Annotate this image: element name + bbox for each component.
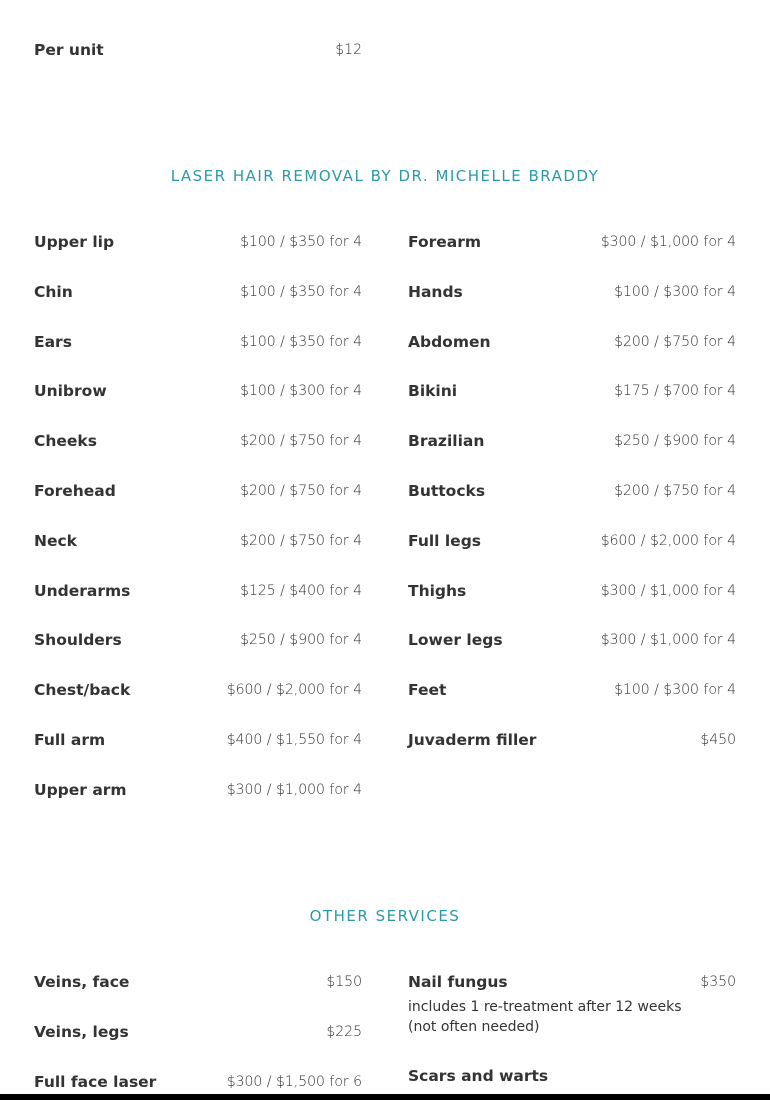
service-price: $600 / $2,000 for 4 (600, 532, 736, 549)
service-name: Cheeks (34, 432, 97, 451)
service-price: $300 / $1,000 for 4 (600, 582, 736, 599)
price-row (408, 581, 736, 601)
service-description: includes 1 re-treatment after 12 weeks (not often needed) (408, 999, 682, 1035)
price-row (408, 481, 736, 501)
service-name: Lower legs (408, 631, 503, 650)
service-name: Buttocks (408, 482, 486, 500)
service-name: Brazilian (408, 432, 485, 451)
price-row (34, 972, 362, 992)
service-name: Hands (408, 282, 463, 301)
service-name: Neck (34, 531, 77, 550)
service-name: Underarms (34, 581, 131, 600)
price-row (408, 531, 736, 551)
price-row (34, 481, 362, 501)
service-name: Thighs (408, 581, 467, 600)
service-price: $225 (326, 1023, 362, 1040)
service-name: Ears (34, 332, 72, 351)
service-price: $100 / $300 for 4 (614, 283, 736, 300)
service-price: $150 (326, 974, 362, 990)
service-name: Abdomen (408, 332, 491, 351)
service-name: Unibrow (34, 382, 107, 401)
service-name: Veins, face (34, 973, 130, 991)
price-row (34, 1022, 362, 1042)
price-row (34, 780, 362, 800)
price-row-nail-fungus (408, 972, 736, 992)
service-name: Chest/back (34, 681, 131, 700)
price-row (408, 381, 736, 401)
price-row (34, 381, 362, 401)
price-row (34, 531, 362, 551)
service-price: $450 (700, 732, 736, 748)
price-row (34, 332, 362, 352)
service-name: Feet (408, 681, 447, 700)
service-price: $100 / $350 for 4 (240, 283, 362, 300)
service-name: Juvaderm filler (408, 731, 537, 749)
price-row (34, 730, 362, 750)
service-name: Full arm (34, 731, 106, 749)
price-row (408, 680, 736, 700)
service-name: Scars and warts (408, 1067, 549, 1085)
service-name: Chin (34, 282, 73, 301)
service-name: Per unit (34, 41, 104, 59)
service-price: $100 / $300 for 4 (240, 383, 362, 400)
service-price: $12 (335, 42, 362, 58)
service-price: $250 / $900 for 4 (240, 632, 362, 649)
service-price: $300 / $1,000 for 4 (226, 781, 362, 798)
price-row (34, 680, 362, 700)
service-price: $200 / $750 for 4 (240, 483, 362, 499)
service-price: $175 / $700 for 4 (614, 383, 736, 400)
service-name: Nail fungus (408, 973, 508, 991)
service-price: $100 / $300 for 4 (614, 682, 736, 699)
service-price: $200 / $750 for 4 (240, 433, 362, 450)
service-price: $300 / $1,500 for 6 (226, 1073, 362, 1090)
service-price: $100 / $350 for 4 (240, 333, 362, 350)
service-price: $200 / $750 for 4 (240, 532, 362, 549)
price-row (408, 431, 736, 451)
price-row (408, 630, 736, 650)
section-heading-other: OTHER SERVICES (309, 907, 461, 925)
service-name: Bikini (408, 382, 458, 401)
service-price: $250 / $900 for 4 (614, 433, 736, 450)
service-price: $300 / $1,000 for 4 (600, 234, 736, 250)
section-heading-laser: LASER HAIR REMOVAL BY DR. MICHELLE BRADDY (170, 167, 600, 185)
service-name: Full face laser (34, 1072, 157, 1091)
service-name: Full legs (408, 531, 482, 550)
service-price: $600 / $2,000 for 4 (226, 682, 362, 699)
service-price: $200 / $750 for 4 (614, 483, 736, 499)
service-name: Shoulders (34, 631, 122, 650)
service-price: $400 / $1,550 for 4 (226, 732, 362, 748)
price-row (34, 581, 362, 601)
bottom-bar (0, 1094, 770, 1100)
price-row (408, 730, 736, 750)
price-row (34, 630, 362, 650)
service-name: Forearm (408, 233, 482, 251)
service-price: $200 / $750 for 4 (614, 333, 736, 350)
service-price: $350 (700, 974, 736, 990)
service-name: Upper arm (34, 780, 127, 799)
price-row-per-unit (34, 40, 362, 60)
price-row (408, 332, 736, 352)
price-row (34, 431, 362, 451)
service-name: Forehead (34, 482, 116, 500)
price-row (34, 282, 362, 302)
service-price: $300 / $1,000 for 4 (600, 632, 736, 649)
price-row (408, 282, 736, 302)
price-row (34, 1072, 362, 1092)
service-name: Veins, legs (34, 1022, 129, 1041)
price-row-scars (408, 1066, 736, 1086)
service-price: $100 / $350 for 4 (240, 234, 362, 250)
service-price: $125 / $400 for 4 (240, 582, 362, 599)
price-row (34, 232, 362, 252)
service-name: Upper lip (34, 233, 115, 251)
price-row (408, 232, 736, 252)
